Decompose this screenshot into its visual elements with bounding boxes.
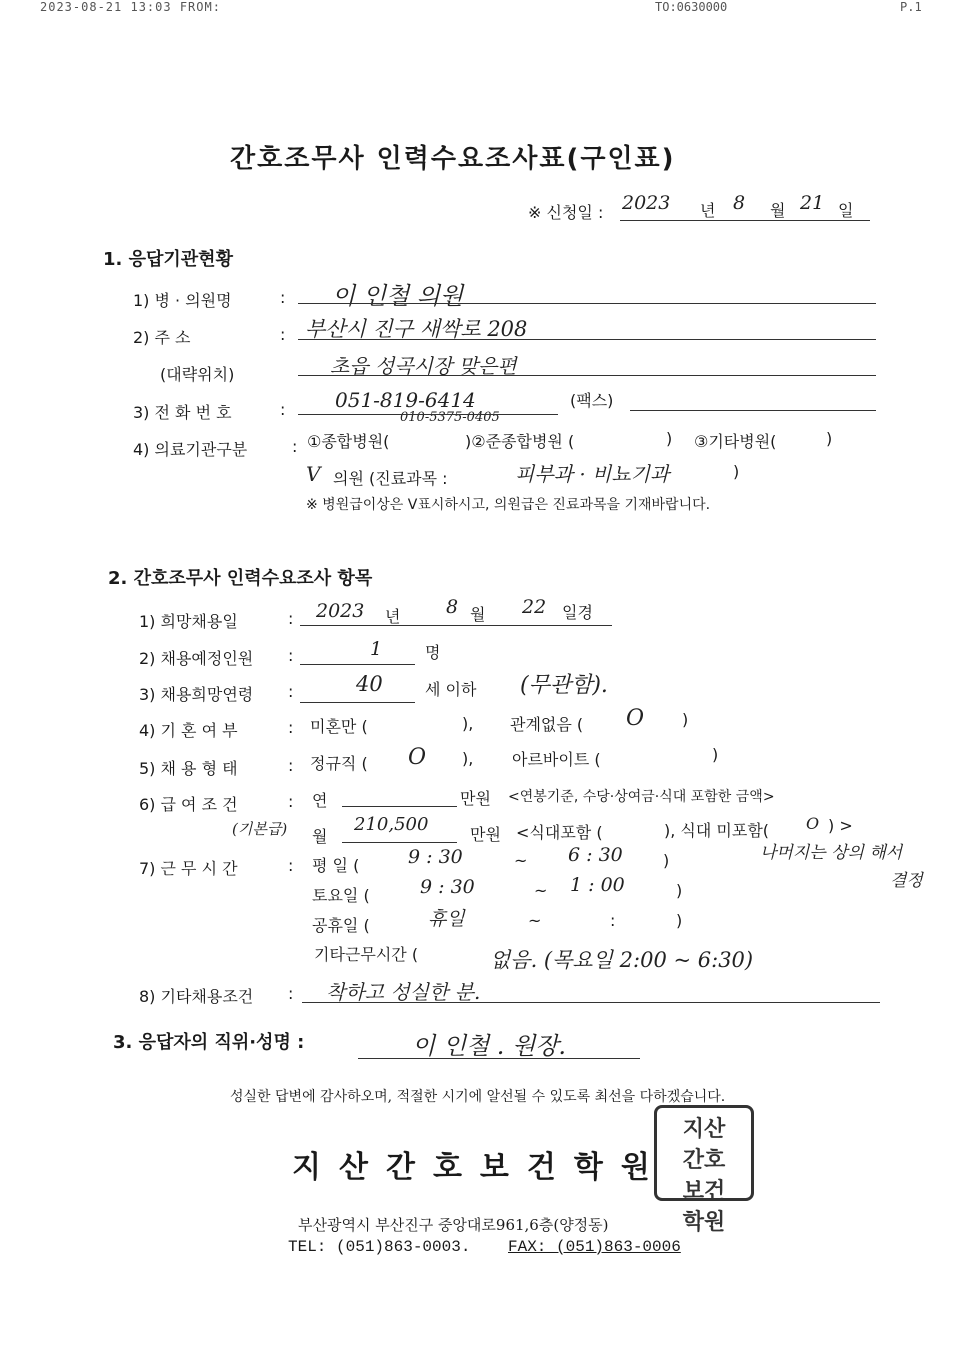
age-unit: 세 이하: [425, 680, 477, 699]
headcount-value: 1: [370, 638, 383, 660]
hours-side-note-2: 결정: [890, 871, 923, 891]
application-date-month: 8: [733, 192, 746, 214]
phone-value: 051-819-6414: [335, 388, 476, 412]
respondent-underline: [358, 1058, 640, 1059]
clinic-close: ): [733, 462, 740, 481]
application-date-label: ※ 신청일 :: [528, 203, 604, 222]
salary-annual-prefix: 연: [312, 791, 328, 810]
hours-weekday-start: 9 : 30: [408, 846, 463, 868]
phone-underline: [298, 414, 558, 415]
hours-other-label: 기타근무시간 (: [314, 945, 419, 964]
hours-saturday-start: 9 : 30: [420, 876, 475, 898]
hours-holiday-close: ): [676, 911, 683, 930]
salary-monthly-tag: (기본급): [232, 820, 288, 838]
hire-date-month-unit: 월: [470, 605, 486, 624]
marital-any-mark: O: [626, 706, 645, 731]
employment-part-time-close: ): [712, 745, 719, 764]
seal-char-4: 학원: [682, 1209, 726, 1235]
fax-header-to: TO:0630000: [655, 0, 728, 14]
clinic-check-mark: V: [306, 462, 321, 486]
hire-date-month: 8: [446, 596, 459, 618]
salary-label: 6) 급 여 조 건: [139, 795, 238, 814]
application-date-underline: [620, 220, 870, 221]
other-conditions-colon: :: [288, 984, 294, 1003]
phone-extra: 010-5375-0405: [400, 410, 500, 425]
document-title: 간호조무사 인력수요조사표(구인표): [230, 144, 676, 174]
headcount-label: 2) 채용예정인원: [139, 649, 254, 668]
location-label: (대략위치): [160, 365, 235, 384]
hospital-name-underline: [298, 303, 876, 304]
hire-date-underline: [300, 625, 612, 626]
institution-note: ※ 병원급이상은 V표시하시고, 의원급은 진료과목을 기재바랍니다.: [306, 497, 711, 513]
employment-regular-close: ),: [462, 749, 474, 768]
application-date-year-unit: 년: [700, 201, 716, 220]
phone-label: 3) 전 화 번 호: [133, 403, 232, 422]
headcount-colon: :: [288, 646, 294, 665]
institution-opt2-close: ): [666, 429, 673, 448]
hours-weekday-sep: ~: [514, 851, 528, 870]
salary-meal-incl: <식대포함 (: [516, 823, 603, 842]
hours-holiday-colon: :: [610, 911, 616, 930]
institution-opt3-close: ): [826, 429, 833, 448]
location-underline: [298, 375, 876, 376]
headcount-underline: [300, 664, 415, 665]
salary-monthly-value: 210,500: [354, 814, 429, 835]
address-colon: :: [280, 325, 286, 344]
fax-header-page: P.1: [900, 0, 922, 14]
salary-annual-underline: [342, 806, 457, 807]
other-conditions-label: 8) 기타채용조건: [139, 987, 254, 1006]
institution-opt2: )②준종합병원 (: [465, 432, 575, 451]
hospital-name-colon: :: [280, 288, 286, 307]
marital-any: 관계없음 (: [510, 715, 584, 734]
salary-meal-excl-close: ) >: [828, 816, 853, 835]
application-date-year: 2023: [622, 192, 671, 214]
footer-tel: TEL: (051)863-0003.: [288, 1238, 471, 1256]
location-value: 초읍 성곡시장 맞은편: [330, 354, 517, 378]
hours-saturday-close: ): [676, 881, 683, 900]
salary-meal-excl-mark: O: [806, 814, 820, 833]
footer-address: 부산광역시 부산진구 중앙대로961,6층(양정동): [298, 1216, 609, 1234]
institution-type-colon: :: [292, 437, 298, 456]
hours-weekday-label: 평 일 (: [312, 856, 360, 875]
hospital-name-label: 1) 병 · 의원명: [133, 291, 232, 310]
hospital-name-value: 이 인철 의원: [332, 282, 464, 310]
institution-opt1: ①종합병원(: [307, 432, 390, 451]
address-underline: [298, 339, 876, 340]
hire-date-day-unit: 일경: [562, 603, 593, 622]
marital-label: 4) 기 혼 여 부: [139, 721, 238, 740]
employment-regular-mark: O: [408, 745, 427, 770]
marital-unmarried: 미혼만 (: [310, 717, 368, 736]
hours-saturday-sep: ~: [534, 881, 548, 900]
clinic-label: 의원 (진료과목 :: [333, 469, 448, 488]
other-conditions-value: 착하고 성실한 분.: [326, 980, 481, 1004]
seal-char-2: 간호: [682, 1147, 726, 1173]
age-colon: :: [288, 682, 294, 701]
marital-unmarried-close: ),: [462, 714, 474, 733]
hire-date-label: 1) 희망채용일: [139, 612, 238, 631]
hours-colon: :: [288, 856, 294, 875]
hours-holiday-label: 공휴일 (: [312, 916, 370, 935]
salary-annual-note: <연봉기준, 수당·상여금·식대 포함한 금액>: [508, 789, 775, 805]
address-value: 부산시 진구 새싹로 208: [305, 317, 528, 341]
phone-colon: :: [280, 400, 286, 419]
application-date-month-unit: 월: [770, 201, 786, 220]
salary-monthly-underline: [342, 842, 457, 843]
hours-saturday-label: 토요일 (: [312, 886, 370, 905]
org-seal-stamp: [654, 1105, 754, 1235]
hire-date-year-unit: 년: [385, 607, 401, 626]
salary-meal-incl-close: ), 식대 미포함(: [664, 821, 770, 840]
respondent-value: 이 인철 . 원장.: [412, 1032, 567, 1060]
hours-holiday-value: 휴일: [428, 908, 465, 930]
fax-header-timestamp: 2023-08-21 13:03 FROM:: [40, 0, 221, 14]
hire-date-colon: :: [288, 609, 294, 628]
seal-char-3: 보건: [682, 1178, 726, 1204]
application-date-day-unit: 일: [838, 201, 854, 220]
seal-char-1: 지산: [682, 1116, 726, 1142]
footer-org-name: 지산간호보건학원: [292, 1150, 668, 1185]
footer-fax: FAX: (051)863-0006: [508, 1238, 681, 1256]
address-label: 2) 주 소: [133, 328, 191, 347]
hours-saturday-end: 1 : 00: [570, 874, 625, 896]
headcount-unit: 명: [425, 643, 441, 662]
salary-monthly-unit: 만원: [470, 825, 501, 844]
hours-weekday-close: ): [663, 851, 670, 870]
employment-part-time: 아르바이트 (: [512, 750, 601, 769]
application-date-day: 21: [800, 192, 825, 214]
fax-label: (팩스): [570, 391, 614, 410]
age-value: 40: [356, 672, 383, 696]
fax-underline: [630, 410, 876, 411]
other-conditions-underline: [302, 1002, 880, 1003]
employment-label: 5) 채 용 형 태: [139, 759, 238, 778]
hours-holiday-sep: ~: [528, 911, 542, 930]
marital-colon: :: [288, 718, 294, 737]
age-note: (무관함).: [520, 673, 608, 698]
marital-any-close: ): [682, 710, 689, 729]
salary-monthly-prefix: 월: [312, 827, 328, 846]
employment-colon: :: [288, 756, 294, 775]
hours-label: 7) 근 무 시 간: [139, 859, 238, 878]
age-label: 3) 채용희망연령: [139, 685, 254, 704]
employment-regular: 정규직 (: [310, 754, 368, 773]
clinic-dept-value: 피부과 · 비뇨기과: [515, 462, 670, 486]
salary-annual-unit: 만원: [460, 789, 491, 808]
age-underline: [300, 702, 415, 703]
footer-thanks: 성실한 답변에 감사하오며, 적절한 시기에 알선될 수 있도록 최선을 다하겠습니다.: [230, 1089, 726, 1105]
section1-heading: 1. 응답기관현황: [103, 249, 233, 270]
salary-colon: :: [288, 792, 294, 811]
hire-date-day: 22: [522, 596, 547, 618]
institution-opt3: ③기타병원(: [694, 432, 777, 451]
hire-date-year: 2023: [316, 600, 365, 622]
hours-side-note-1: 나머지는 상의 해서: [760, 843, 903, 863]
section3-heading: 3. 응답자의 직위·성명 :: [113, 1032, 305, 1053]
section2-heading: 2. 간호조무사 인력수요조사 항목: [108, 568, 373, 589]
institution-type-label: 4) 의료기관구분: [133, 440, 248, 459]
hours-weekday-end: 6 : 30: [568, 844, 623, 866]
hours-other-value: 없음. (목요일 2:00 ~ 6:30): [490, 948, 754, 972]
